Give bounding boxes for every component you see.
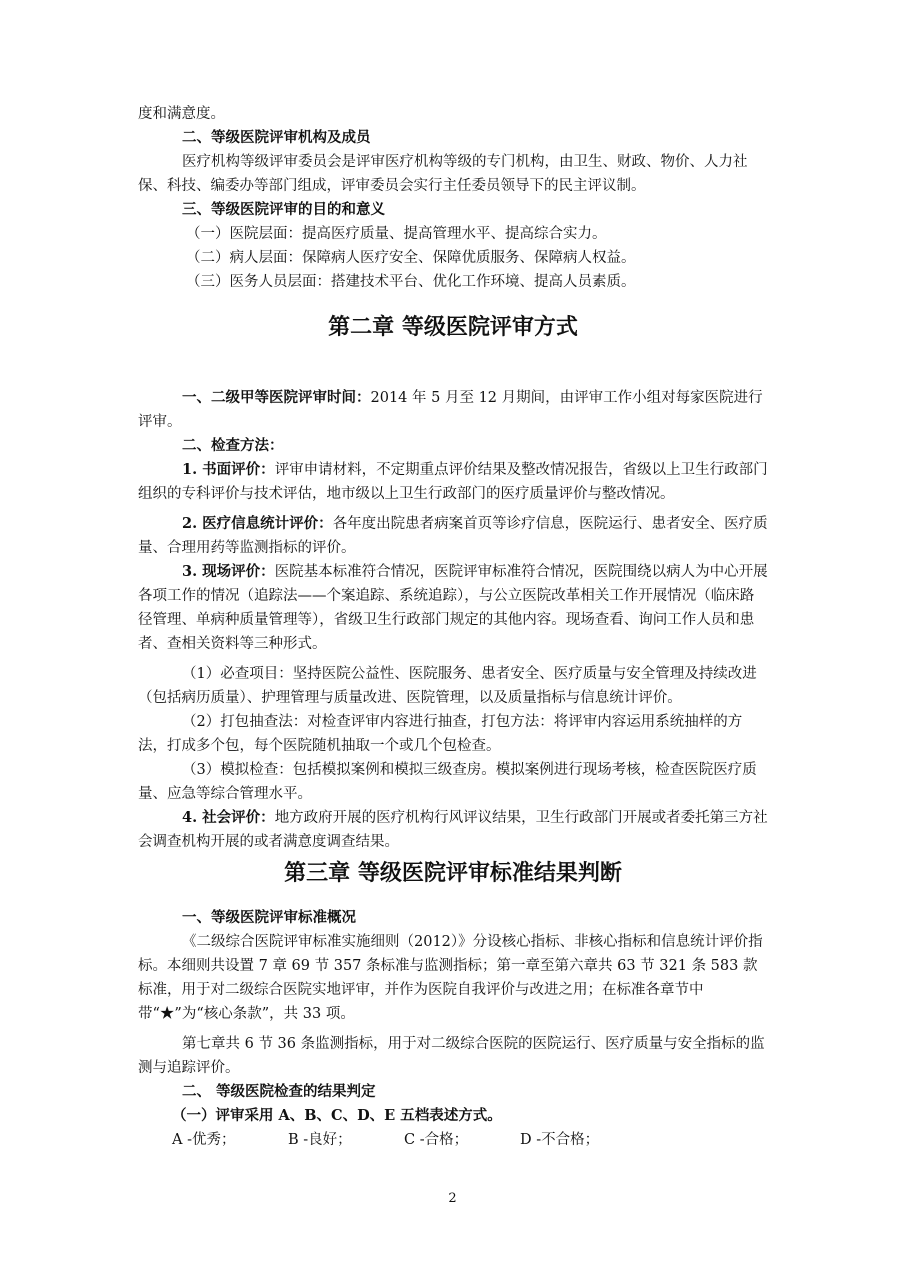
- grade-d: D -不合格；: [520, 1132, 600, 1148]
- method-3-sub-1: （1）必查项目：坚持医院公益性、医院服务、患者安全、医疗质量与安全管理及持续改进（包括病历质量）、护理管理与质量改进、医院管理，以及质量指标与信息统计评价。: [138, 666, 757, 706]
- standard-overview-p1: 《二级综合医院评审标准实施细则（2012）》分设核心指标、非核心指标和信息统计评价指标。本细则共设置 7 章 69 节 357 条标准与监测指标；第一章至第六章共 63 节 321 条 583 款标准，用于对二级综合医院实地评审，并作为医院自我评价与改进之用；在标准各章节中带“★”为“核心条款”，共 33 项。: [138, 934, 763, 1022]
- method-4-text: 地方政府开展的医疗机构行风评议结果，卫生行政部门开展或者委托第三方社会调查机构开展的或者满意度调查结果。: [138, 810, 768, 850]
- method-heading: 二、检查方法：: [182, 437, 284, 454]
- standard-overview-p2: 第七章共 6 节 36 条监测指标，用于对二级综合医院的医院运行、医疗质量与安全指标的监测与追踪评价。: [138, 1036, 765, 1076]
- review-time-text: 2014 年 5 月至 12 月期间，由评审工作小组对每家医院进行评审。: [138, 390, 763, 430]
- result-heading: 二、 等级医院检查的结果判定: [182, 1083, 376, 1100]
- method-4-label: 4. 社会评价：: [182, 809, 275, 826]
- purpose-item-staff: （三）医务人员层面：搭建技术平台、优化工作环境、提高人员素质。: [186, 274, 636, 290]
- purpose-item-patient: （二）病人层面：保障病人医疗安全、保障优质服务、保障病人权益。: [186, 250, 636, 266]
- chapter-3-title: 第三章 等级医院评审标准结果判断: [284, 860, 622, 886]
- grade-a: A -优秀；: [172, 1132, 236, 1148]
- standard-overview-heading: 一、等级医院评审标准概况: [182, 909, 356, 926]
- review-time-paragraph: [138, 386, 768, 434]
- grade-list: [138, 1128, 768, 1152]
- method-1-text: 评审申请材料，不定期重点评价结果及整改情况报告，省级以上卫生行政部门组织的专科评价与技术评估，地市级以上卫生行政部门的医疗质量评价与整改情况。: [138, 462, 768, 502]
- section-text-org: 医疗机构等级评审委员会是评审医疗机构等级的专门机构，由卫生、财政、物价、人力社保、科技、编委办等部门组成，评审委员会实行主任委员领导下的民主评议制。: [138, 154, 748, 194]
- section-heading-purpose: 三、等级医院评审的目的和意义: [182, 201, 385, 218]
- review-time-label: 一、二级甲等医院评审时间：: [182, 389, 371, 406]
- method-1-label: 1. 书面评价：: [182, 461, 275, 478]
- method-3-sub-2: （2）打包抽查法：对检查评审内容进行抽查，打包方法：将评审内容运用系统抽样的方法，打成多个包，每个医院随机抽取一个或几个包检查。: [138, 714, 743, 754]
- grade-c: C -合格；: [404, 1132, 469, 1148]
- method-2-text: 各年度出院患者病案首页等诊疗信息，医院运行、患者安全、医疗质量、合理用药等监测指标的评价。: [138, 516, 768, 556]
- method-2-label: 2. 医疗信息统计评价：: [182, 515, 333, 532]
- purpose-item-hospital: （一）医院层面：提高医疗质量、提高管理水平、提高综合实力。: [186, 226, 607, 242]
- page-content: [138, 102, 768, 1152]
- chapter-2-title: 第二章 等级医院评审方式: [328, 314, 578, 340]
- page-number: 2: [448, 1191, 457, 1206]
- method-3-sub-3: （3）模拟检查：包括模拟案例和模拟三级查房。模拟案例进行现场考核，检查医院医疗质量、应急等综合管理水平。: [138, 762, 757, 802]
- section-heading-org: 二、等级医院评审机构及成员: [182, 129, 371, 146]
- method-3-label: 3. 现场评价：: [182, 563, 275, 580]
- method-4-paragraph: [138, 806, 768, 854]
- method-2-paragraph: [138, 512, 768, 560]
- grade-heading: （一）评审采用 A、B、C、D、E 五档表述方式。: [172, 1107, 502, 1124]
- method-1-paragraph: [138, 458, 768, 506]
- grade-b: B -良好；: [288, 1132, 352, 1148]
- method-3-text: 医院基本标准符合情况，医院评审标准符合情况，医院围绕以病人为中心开展各项工作的情况（追踪法——个案追踪、系统追踪），与公立医院改革相关工作开展情况（临床路径管理、单病种质量管理等），省级卫生行政部门规定的其他内容。现场查看、询问工作人员和患者、查相关资料等三种形式。: [138, 564, 768, 652]
- method-3-paragraph: [138, 560, 768, 656]
- paragraph-continuation: 度和满意度。: [138, 106, 225, 122]
